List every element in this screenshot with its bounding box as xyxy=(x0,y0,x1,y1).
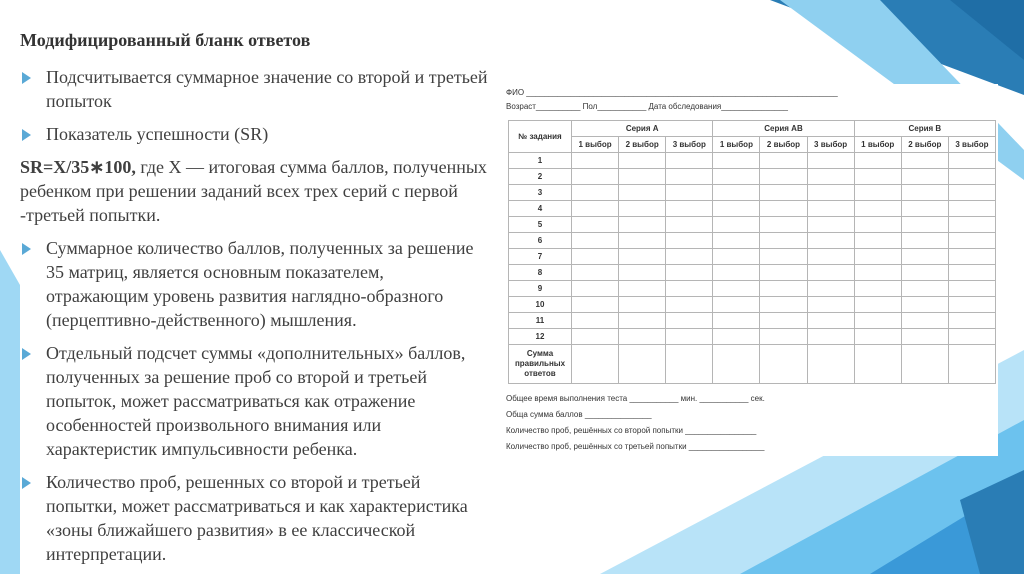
answer-cell xyxy=(572,169,619,185)
choice-header: 3 выбор xyxy=(948,137,995,153)
answer-table-body xyxy=(509,153,996,384)
answer-cell xyxy=(807,217,854,233)
answer-cell xyxy=(854,249,901,265)
answer-cell xyxy=(619,345,666,384)
table-row xyxy=(509,169,996,185)
answer-cell xyxy=(619,265,666,281)
triangle-bullet-icon xyxy=(22,348,31,360)
answer-cell xyxy=(619,297,666,313)
answer-cell xyxy=(666,153,713,169)
answer-cell xyxy=(901,329,948,345)
task-number: 7 xyxy=(509,249,572,265)
answer-cell xyxy=(713,313,760,329)
sum-label: Сумма правильных ответов xyxy=(509,345,572,384)
triangle-bullet-icon xyxy=(22,129,31,141)
age-line: Возраст__________ Пол___________ Дата обследования_______________ xyxy=(506,102,788,111)
footer-line: Количество проб, решённых со третьей попытки _________________ xyxy=(506,442,765,451)
col-task-header: № задания xyxy=(509,121,572,153)
answer-cell xyxy=(713,153,760,169)
table-row xyxy=(509,233,996,249)
answer-cell xyxy=(854,281,901,297)
answer-cell xyxy=(948,153,995,169)
answer-cell xyxy=(901,201,948,217)
answer-cell xyxy=(619,329,666,345)
answer-cell xyxy=(713,185,760,201)
task-number: 1 xyxy=(509,153,572,169)
answer-cell xyxy=(666,313,713,329)
task-number: 5 xyxy=(509,217,572,233)
answer-cell xyxy=(901,297,948,313)
answer-cell xyxy=(760,233,807,249)
answer-cell xyxy=(807,329,854,345)
answer-cell xyxy=(901,169,948,185)
answer-cell xyxy=(619,217,666,233)
choice-header: 3 выбор xyxy=(666,137,713,153)
answer-cell xyxy=(901,233,948,249)
answer-cell xyxy=(572,201,619,217)
answer-cell xyxy=(901,345,948,384)
footer-line: Количество проб, решённых со второй попытки ________________ xyxy=(506,426,757,435)
answer-cell xyxy=(713,233,760,249)
bullet-item: Подсчитывается суммарное значение со второй и третьей попыток xyxy=(20,65,490,113)
answer-cell xyxy=(807,297,854,313)
answer-cell xyxy=(760,153,807,169)
answer-cell xyxy=(666,233,713,249)
task-number: 6 xyxy=(509,233,572,249)
answer-cell xyxy=(760,297,807,313)
answer-cell xyxy=(666,169,713,185)
answer-cell xyxy=(854,233,901,249)
answer-cell xyxy=(666,201,713,217)
answer-cell xyxy=(572,249,619,265)
answer-cell xyxy=(619,153,666,169)
formula: SR=X/35∗100, где X — итоговая сумма баллов, полученных ребенком при решении заданий всех трех серий с первой -третьей попытки. xyxy=(20,157,487,225)
choice-header-row xyxy=(509,137,996,153)
answer-cell xyxy=(948,233,995,249)
answer-cell xyxy=(854,185,901,201)
task-number: 12 xyxy=(509,329,572,345)
answer-cell xyxy=(948,217,995,233)
answer-cell xyxy=(619,313,666,329)
answer-form-image xyxy=(498,84,998,456)
answer-cell xyxy=(666,345,713,384)
answer-cell xyxy=(854,217,901,233)
answer-cell xyxy=(713,201,760,217)
bullet-item: Отдельный подсчет суммы «дополнительных» баллов, полученных за решение проб со второй и третьей попыток, может рассматриваться как отражение особенностей произвольного внимания или характеристик импульсивности ребенка. xyxy=(20,341,490,461)
answer-cell xyxy=(854,329,901,345)
slide-title: Модифицированный бланк ответов xyxy=(20,30,311,50)
answer-cell xyxy=(572,329,619,345)
choice-header: 2 выбор xyxy=(619,137,666,153)
answer-cell xyxy=(948,185,995,201)
sum-row xyxy=(509,345,996,384)
answer-cell xyxy=(666,297,713,313)
answer-cell xyxy=(807,281,854,297)
choice-header: 2 выбор xyxy=(760,137,807,153)
answer-cell xyxy=(854,345,901,384)
table-row xyxy=(509,329,996,345)
answer-cell xyxy=(807,153,854,169)
answer-cell xyxy=(901,249,948,265)
answer-cell xyxy=(807,201,854,217)
table-row xyxy=(509,313,996,329)
choice-header: 1 выбор xyxy=(572,137,619,153)
choice-header: 3 выбор xyxy=(807,137,854,153)
answer-cell xyxy=(948,201,995,217)
answer-cell xyxy=(713,217,760,233)
answer-cell xyxy=(854,169,901,185)
footer-line: Обща сумма баллов _______________ xyxy=(506,410,652,419)
answer-cell xyxy=(854,313,901,329)
answer-cell xyxy=(901,153,948,169)
answer-cell xyxy=(713,169,760,185)
answer-cell xyxy=(948,313,995,329)
answer-cell xyxy=(572,281,619,297)
answer-cell xyxy=(948,329,995,345)
answer-cell xyxy=(619,249,666,265)
answer-cell xyxy=(948,345,995,384)
answer-cell xyxy=(901,217,948,233)
answer-cell xyxy=(760,329,807,345)
answer-cell xyxy=(760,217,807,233)
answer-cell xyxy=(760,201,807,217)
deco-bottom-left xyxy=(0,250,20,574)
answer-cell xyxy=(619,281,666,297)
answer-cell xyxy=(572,297,619,313)
answer-cell xyxy=(572,345,619,384)
bullet-item: Суммарное количество баллов, полученных за решение 35 матриц, является основным показателем, отражающим уровень развития наглядно-образного (перцептивно-действенного) мышления. xyxy=(20,236,490,332)
fio-line: ФИО ______________________________________________________________________ xyxy=(506,88,838,97)
choice-header: 2 выбор xyxy=(901,137,948,153)
table-row xyxy=(509,185,996,201)
answer-cell xyxy=(666,329,713,345)
answer-cell xyxy=(901,281,948,297)
answer-cell xyxy=(760,313,807,329)
answer-cell xyxy=(666,281,713,297)
answer-cell xyxy=(807,249,854,265)
answer-cell xyxy=(666,265,713,281)
answer-cell xyxy=(713,265,760,281)
answer-cell xyxy=(854,297,901,313)
answer-cell xyxy=(948,297,995,313)
answer-cell xyxy=(619,169,666,185)
answer-cell xyxy=(666,217,713,233)
answer-cell xyxy=(619,233,666,249)
answer-cell xyxy=(807,233,854,249)
task-number: 4 xyxy=(509,201,572,217)
answer-cell xyxy=(619,185,666,201)
answer-cell xyxy=(948,249,995,265)
answer-cell xyxy=(901,265,948,281)
answer-cell xyxy=(760,281,807,297)
answer-cell xyxy=(666,185,713,201)
answer-cell xyxy=(948,281,995,297)
table-row xyxy=(509,217,996,233)
series-header: Серия В xyxy=(854,121,995,137)
slide-text xyxy=(20,30,490,575)
table-row xyxy=(509,153,996,169)
choice-header: 1 выбор xyxy=(713,137,760,153)
task-number: 10 xyxy=(509,297,572,313)
table-row xyxy=(509,265,996,281)
answer-cell xyxy=(572,233,619,249)
task-number: 9 xyxy=(509,281,572,297)
answer-cell xyxy=(713,345,760,384)
table-row xyxy=(509,249,996,265)
answer-cell xyxy=(713,297,760,313)
answer-cell xyxy=(760,185,807,201)
answer-cell xyxy=(901,313,948,329)
answer-cell xyxy=(713,249,760,265)
triangle-bullet-icon xyxy=(22,477,31,489)
answer-cell xyxy=(807,185,854,201)
answer-cell xyxy=(713,329,760,345)
answer-cell xyxy=(854,153,901,169)
task-number: 2 xyxy=(509,169,572,185)
table-row xyxy=(509,201,996,217)
answer-cell xyxy=(666,249,713,265)
answer-cell xyxy=(807,169,854,185)
answer-cell xyxy=(572,313,619,329)
answer-cell xyxy=(901,185,948,201)
answer-cell xyxy=(948,265,995,281)
bullet-item: Показатель успешности (SR) xyxy=(20,122,490,146)
answer-cell xyxy=(807,313,854,329)
answer-cell xyxy=(948,169,995,185)
series-header: Серия АВ xyxy=(713,121,854,137)
answer-cell xyxy=(807,345,854,384)
answer-cell xyxy=(760,265,807,281)
bullet-item: Количество проб, решенных со второй и третьей попытки, может рассматриваться и как характеристика «зоны ближайшего развития» в ее классической интерпретации. xyxy=(20,470,490,566)
task-number: 11 xyxy=(509,313,572,329)
footer-line: Общее время выполнения теста ___________ мин. ___________ сек. xyxy=(506,394,765,403)
answer-cell xyxy=(807,265,854,281)
series-header: Серия А xyxy=(572,121,713,137)
answer-cell xyxy=(760,345,807,384)
answer-cell xyxy=(854,265,901,281)
answer-cell xyxy=(760,249,807,265)
choice-header: 1 выбор xyxy=(854,137,901,153)
table-row xyxy=(509,281,996,297)
answer-table xyxy=(508,120,996,384)
task-number: 3 xyxy=(509,185,572,201)
task-number: 8 xyxy=(509,265,572,281)
answer-cell xyxy=(713,281,760,297)
table-row xyxy=(509,297,996,313)
triangle-bullet-icon xyxy=(22,243,31,255)
answer-cell xyxy=(572,265,619,281)
triangle-bullet-icon xyxy=(22,72,31,84)
answer-cell xyxy=(760,169,807,185)
answer-cell xyxy=(854,201,901,217)
answer-cell xyxy=(572,185,619,201)
answer-cell xyxy=(572,217,619,233)
answer-cell xyxy=(572,153,619,169)
answer-cell xyxy=(619,201,666,217)
